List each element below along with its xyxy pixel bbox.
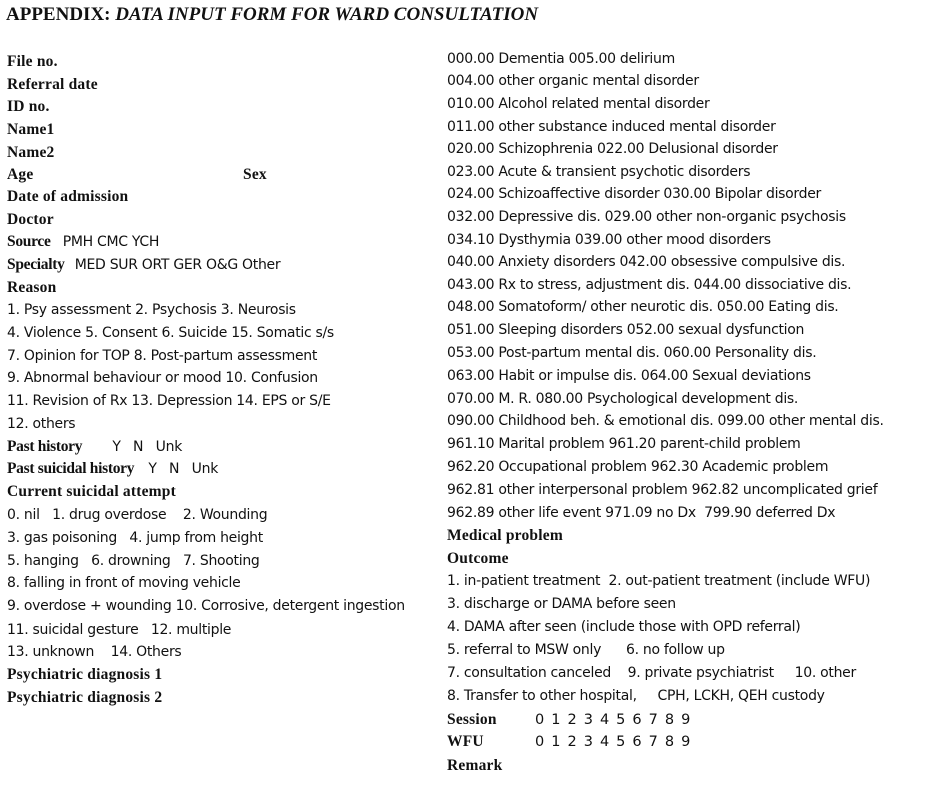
past-history-label: Past history [7, 438, 83, 455]
reason-line: 9. Abnormal behaviour or mood 10. Confusion [7, 370, 318, 386]
diagnosis-code-line: 023.00 Acute & transient psychotic disorders [447, 164, 751, 180]
specialty-row [7, 255, 280, 275]
reason-line: 1. Psy assessment 2. Psychosis 3. Neurosis [7, 302, 296, 318]
attempt-line: 0. nil 1. drug overdose 2. Wounding [7, 507, 268, 523]
outcome-line: 1. in-patient treatment 2. out-patient treatment (include WFU) [447, 573, 871, 589]
reason-line: 4. Violence 5. Consent 6. Suicide 15. Somatic s/s [7, 325, 334, 341]
reason-heading: Reason [7, 279, 57, 296]
psychiatric-diagnosis-1-label: Psychiatric diagnosis 1 [7, 666, 163, 683]
diagnosis-code-line: 962.89 other life event 971.09 no Dx 799.90 deferred Dx [447, 505, 836, 521]
wfu-row [447, 732, 847, 752]
past-history-row [7, 437, 182, 457]
reason-line: 7. Opinion for TOP 8. Post-partum assessment [7, 348, 318, 364]
diagnosis-code-line: 040.00 Anxiety disorders 042.00 obsessive compulsive dis. [447, 254, 846, 270]
outcome-line: 5. referral to MSW only 6. no follow up [447, 642, 725, 658]
source-options: PMH CMC YCH [62, 234, 160, 250]
diagnosis-code-line: 024.00 Schizoaffective disorder 030.00 Bipolar disorder [447, 186, 821, 202]
source-label: Source [7, 233, 51, 250]
date-of-admission-label: Date of admission [7, 188, 129, 205]
page-title [6, 4, 538, 26]
diagnosis-code-line: 034.10 Dysthymia 039.00 other mood disorders [447, 232, 771, 248]
sex-label: Sex [243, 166, 267, 183]
reason-line: 12. others [7, 416, 76, 432]
name1-label: Name1 [7, 121, 55, 138]
diagnosis-code-line: 048.00 Somatoform/ other neurotic dis. 050.00 Eating dis. [447, 299, 839, 315]
file-no-label: File no. [7, 53, 58, 70]
current-suicidal-heading: Current suicidal attempt [7, 483, 176, 500]
session-label: Session [447, 711, 497, 728]
age-label: Age [7, 166, 34, 183]
doctor-label: Doctor [7, 211, 54, 228]
outcome-line: 4. DAMA after seen (include those with OPD referral) [447, 619, 801, 635]
outcome-line: 3. discharge or DAMA before seen [447, 596, 676, 612]
remark-label: Remark [447, 757, 503, 774]
outcome-line: 8. Transfer to other hospital, CPH, LCKH, QEH custody [447, 688, 825, 704]
diagnosis-code-line: 090.00 Childhood beh. & emotional dis. 099.00 other mental dis. [447, 413, 884, 429]
diagnosis-code-line: 962.81 other interpersonal problem 962.82 uncomplicated grief [447, 482, 878, 498]
session-row [447, 710, 847, 730]
diagnosis-code-line: 053.00 Post-partum mental dis. 060.00 Personality dis. [447, 345, 817, 361]
diagnosis-code-line: 004.00 other organic mental disorder [447, 73, 699, 89]
attempt-line: 9. overdose + wounding 10. Corrosive, detergent ingestion [7, 598, 405, 614]
attempt-line: 5. hanging 6. drowning 7. Shooting [7, 553, 260, 569]
attempt-line: 3. gas poisoning 4. jump from height [7, 530, 263, 546]
wfu-label: WFU [447, 733, 484, 750]
diagnosis-code-line: 020.00 Schizophrenia 022.00 Delusional disorder [447, 141, 778, 157]
diagnosis-code-line: 063.00 Habit or impulse dis. 064.00 Sexual deviations [447, 368, 811, 384]
wfu-values: 0 1 2 3 4 5 6 7 8 9 [535, 734, 691, 750]
attempt-line: 13. unknown 14. Others [7, 644, 182, 660]
outcome-heading: Outcome [447, 550, 509, 567]
past-history-options: Y N Unk [112, 439, 182, 455]
specialty-options: MED SUR ORT GER O&G Other [74, 257, 281, 273]
name2-label: Name2 [7, 144, 55, 161]
psychiatric-diagnosis-2-label: Psychiatric diagnosis 2 [7, 689, 163, 706]
diagnosis-code-line: 032.00 Depressive dis. 029.00 other non-organic psychosis [447, 209, 846, 225]
past-suicidal-row [7, 459, 218, 479]
attempt-line: 11. suicidal gesture 12. multiple [7, 622, 232, 638]
diagnosis-code-line: 043.00 Rx to stress, adjustment dis. 044.00 dissociative dis. [447, 277, 852, 293]
diagnosis-code-line: 070.00 M. R. 080.00 Psychological development dis. [447, 391, 799, 407]
diagnosis-code-line: 010.00 Alcohol related mental disorder [447, 96, 710, 112]
outcome-line: 7. consultation canceled 9. private psychiatrist 10. other [447, 665, 856, 681]
past-suicidal-options: Y N Unk [148, 461, 218, 477]
specialty-label: Specialty [7, 256, 65, 273]
diagnosis-code-line: 962.20 Occupational problem 962.30 Academic problem [447, 459, 829, 475]
diagnosis-code-line: 051.00 Sleeping disorders 052.00 sexual dysfunction [447, 322, 805, 338]
attempt-line: 8. falling in front of moving vehicle [7, 575, 241, 591]
referral-date-label: Referral date [7, 76, 98, 93]
past-suicidal-label: Past suicidal history [7, 460, 135, 477]
diagnosis-code-line: 961.10 Marital problem 961.20 parent-child problem [447, 436, 801, 452]
session-values: 0 1 2 3 4 5 6 7 8 9 [535, 712, 691, 728]
source-row [7, 232, 159, 252]
title-main: DATA INPUT FORM FOR WARD CONSULTATION [115, 4, 539, 25]
diagnosis-code-line: 000.00 Dementia 005.00 delirium [447, 51, 675, 67]
id-no-label: ID no. [7, 98, 50, 115]
title-prefix: APPENDIX: [6, 4, 111, 25]
reason-line: 11. Revision of Rx 13. Depression 14. EPS or S/E [7, 393, 331, 409]
medical-problem-heading: Medical problem [447, 527, 563, 544]
diagnosis-code-line: 011.00 other substance induced mental disorder [447, 119, 776, 135]
